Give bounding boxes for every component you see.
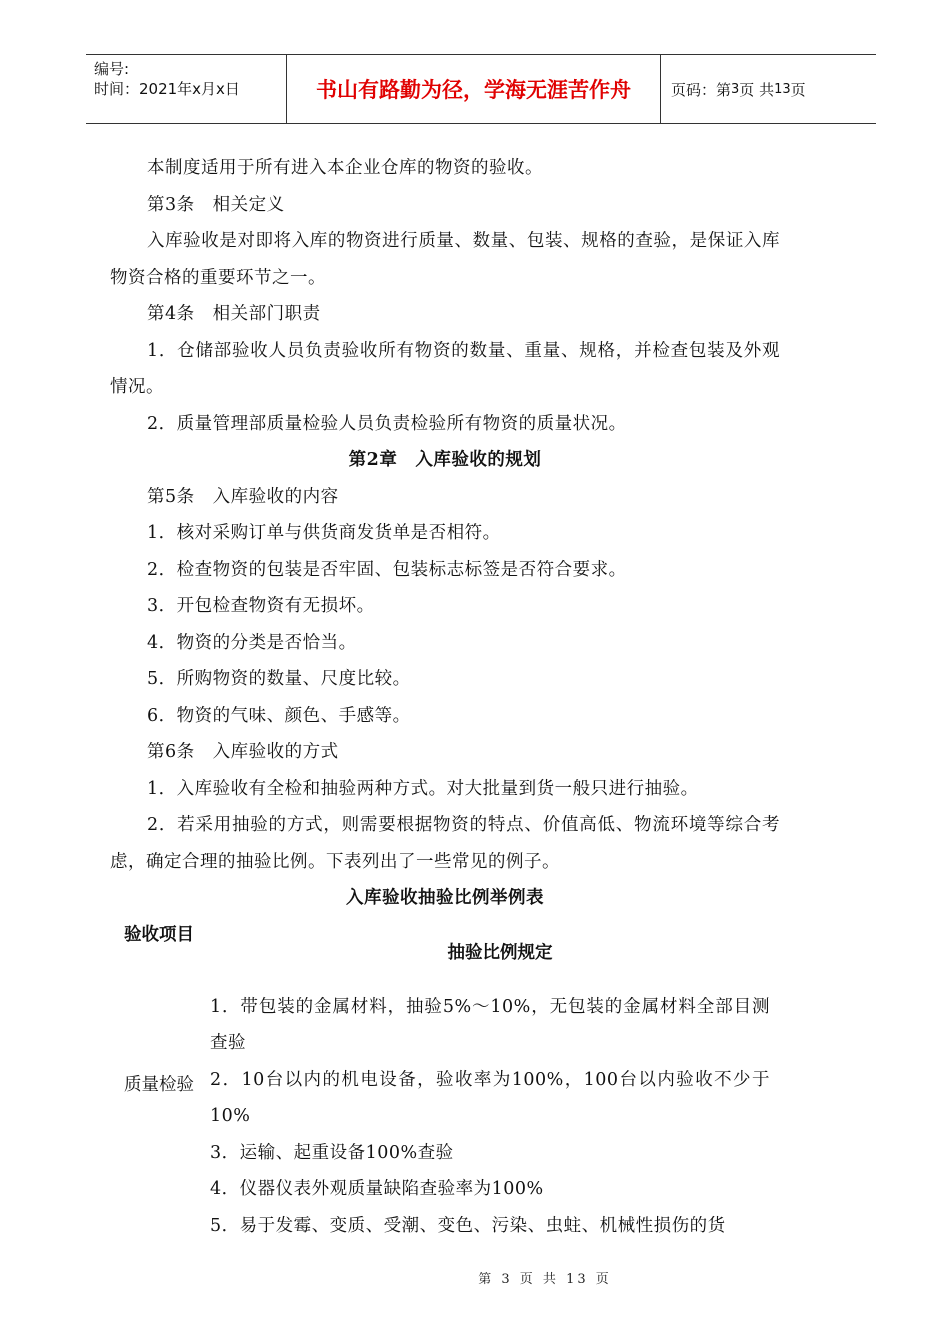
header-page-cell bbox=[661, 55, 876, 123]
article-heading: 第5条 入库验收的内容 bbox=[147, 486, 339, 507]
page-total: 13 bbox=[774, 81, 791, 97]
table-rule: 2．10台以内的机电设备，验收率为100%，100台以内验收不少于10% bbox=[210, 1069, 770, 1126]
time-label: 时间：2021年x月x日 bbox=[94, 80, 240, 98]
list-item: 6．物资的气味、颜色、手感等。 bbox=[147, 705, 411, 726]
header-info-cell bbox=[86, 55, 287, 123]
page-label: 页码：第 bbox=[671, 80, 732, 99]
list-item: 4．物资的分类是否恰当。 bbox=[147, 632, 357, 653]
table-header-item: 验收项目 bbox=[124, 924, 194, 945]
article-heading: 第3条 相关定义 bbox=[147, 194, 285, 215]
list-item: 1．核对采购订单与供货商发货单是否相符。 bbox=[147, 523, 501, 543]
article-heading: 第6条 入库验收的方式 bbox=[147, 742, 339, 762]
page-end: 页 bbox=[790, 80, 806, 99]
footer-prefix: 第 bbox=[478, 1272, 495, 1287]
table-title: 入库验收抽验比例举例表 bbox=[346, 888, 544, 908]
header-motto: 书山有路勤为径，学海无涯苦作舟 bbox=[287, 55, 661, 123]
list-item: 3．开包检查物资有无损坏。 bbox=[147, 596, 375, 616]
table-rule: 5．易于发霉、变质、受潮、变色、污染、虫蛀、机械性损伤的货 bbox=[210, 1215, 726, 1236]
sampling-table bbox=[110, 917, 780, 1237]
document-header bbox=[86, 54, 876, 124]
footer-page: 3 bbox=[501, 1272, 513, 1287]
document-body bbox=[110, 150, 780, 1237]
table-row-label: 质量检验 bbox=[124, 1074, 194, 1095]
table-rule: 4．仪器仪表外观质量缺陷查验率为100% bbox=[210, 1179, 544, 1199]
table-header-rule: 抽验比例规定 bbox=[447, 942, 553, 963]
paragraph: 入库验收是对即将入库的物资进行质量、数量、包装、规格的查验，是保证入库物资合格的重要环节之一。 bbox=[110, 231, 780, 288]
paragraph: 2．质量管理部质量检验人员负责检验所有物资的质量状况。 bbox=[147, 413, 627, 434]
footer-suffix: 页 bbox=[595, 1272, 612, 1287]
paragraph: 1．仓储部验收人员负责验收所有物资的数量、重量、规格，并检查包装及外观情况。 bbox=[110, 340, 780, 397]
article-heading: 第4条 相关部门职责 bbox=[147, 304, 321, 324]
page-number: 3 bbox=[731, 81, 740, 97]
table-rule: 3．运输、起重设备100%查验 bbox=[210, 1142, 454, 1163]
footer-total: 13 bbox=[566, 1272, 589, 1287]
paragraph: 本制度适用于所有进入本企业仓库的物资的验收。 bbox=[147, 158, 543, 178]
page-footer bbox=[0, 1268, 950, 1287]
list-item: 2．检查物资的包装是否牢固、包装标志标签是否符合要求。 bbox=[147, 559, 627, 580]
table-rule: 1．带包装的金属材料，抽验5%～10%，无包装的金属材料全部目测查验 bbox=[210, 996, 770, 1053]
list-item: 2．若采用抽验的方式，则需要根据物资的特点、价值高低、物流环境等综合考虑，确定合理的抽验比例。下表列出了一些常见的例子。 bbox=[110, 815, 780, 872]
chapter-title: 第2章 入库验收的规划 bbox=[348, 450, 542, 470]
page-mid: 页 共 bbox=[739, 80, 775, 99]
footer-mid: 页 共 bbox=[519, 1272, 559, 1287]
list-item: 5．所购物资的数量、尺度比较。 bbox=[147, 669, 411, 689]
list-item: 1．入库验收有全检和抽验两种方式。对大批量到货一般只进行抽验。 bbox=[147, 778, 699, 799]
table-rules-cell bbox=[210, 989, 770, 1245]
serial-label: 编号: bbox=[94, 60, 130, 78]
